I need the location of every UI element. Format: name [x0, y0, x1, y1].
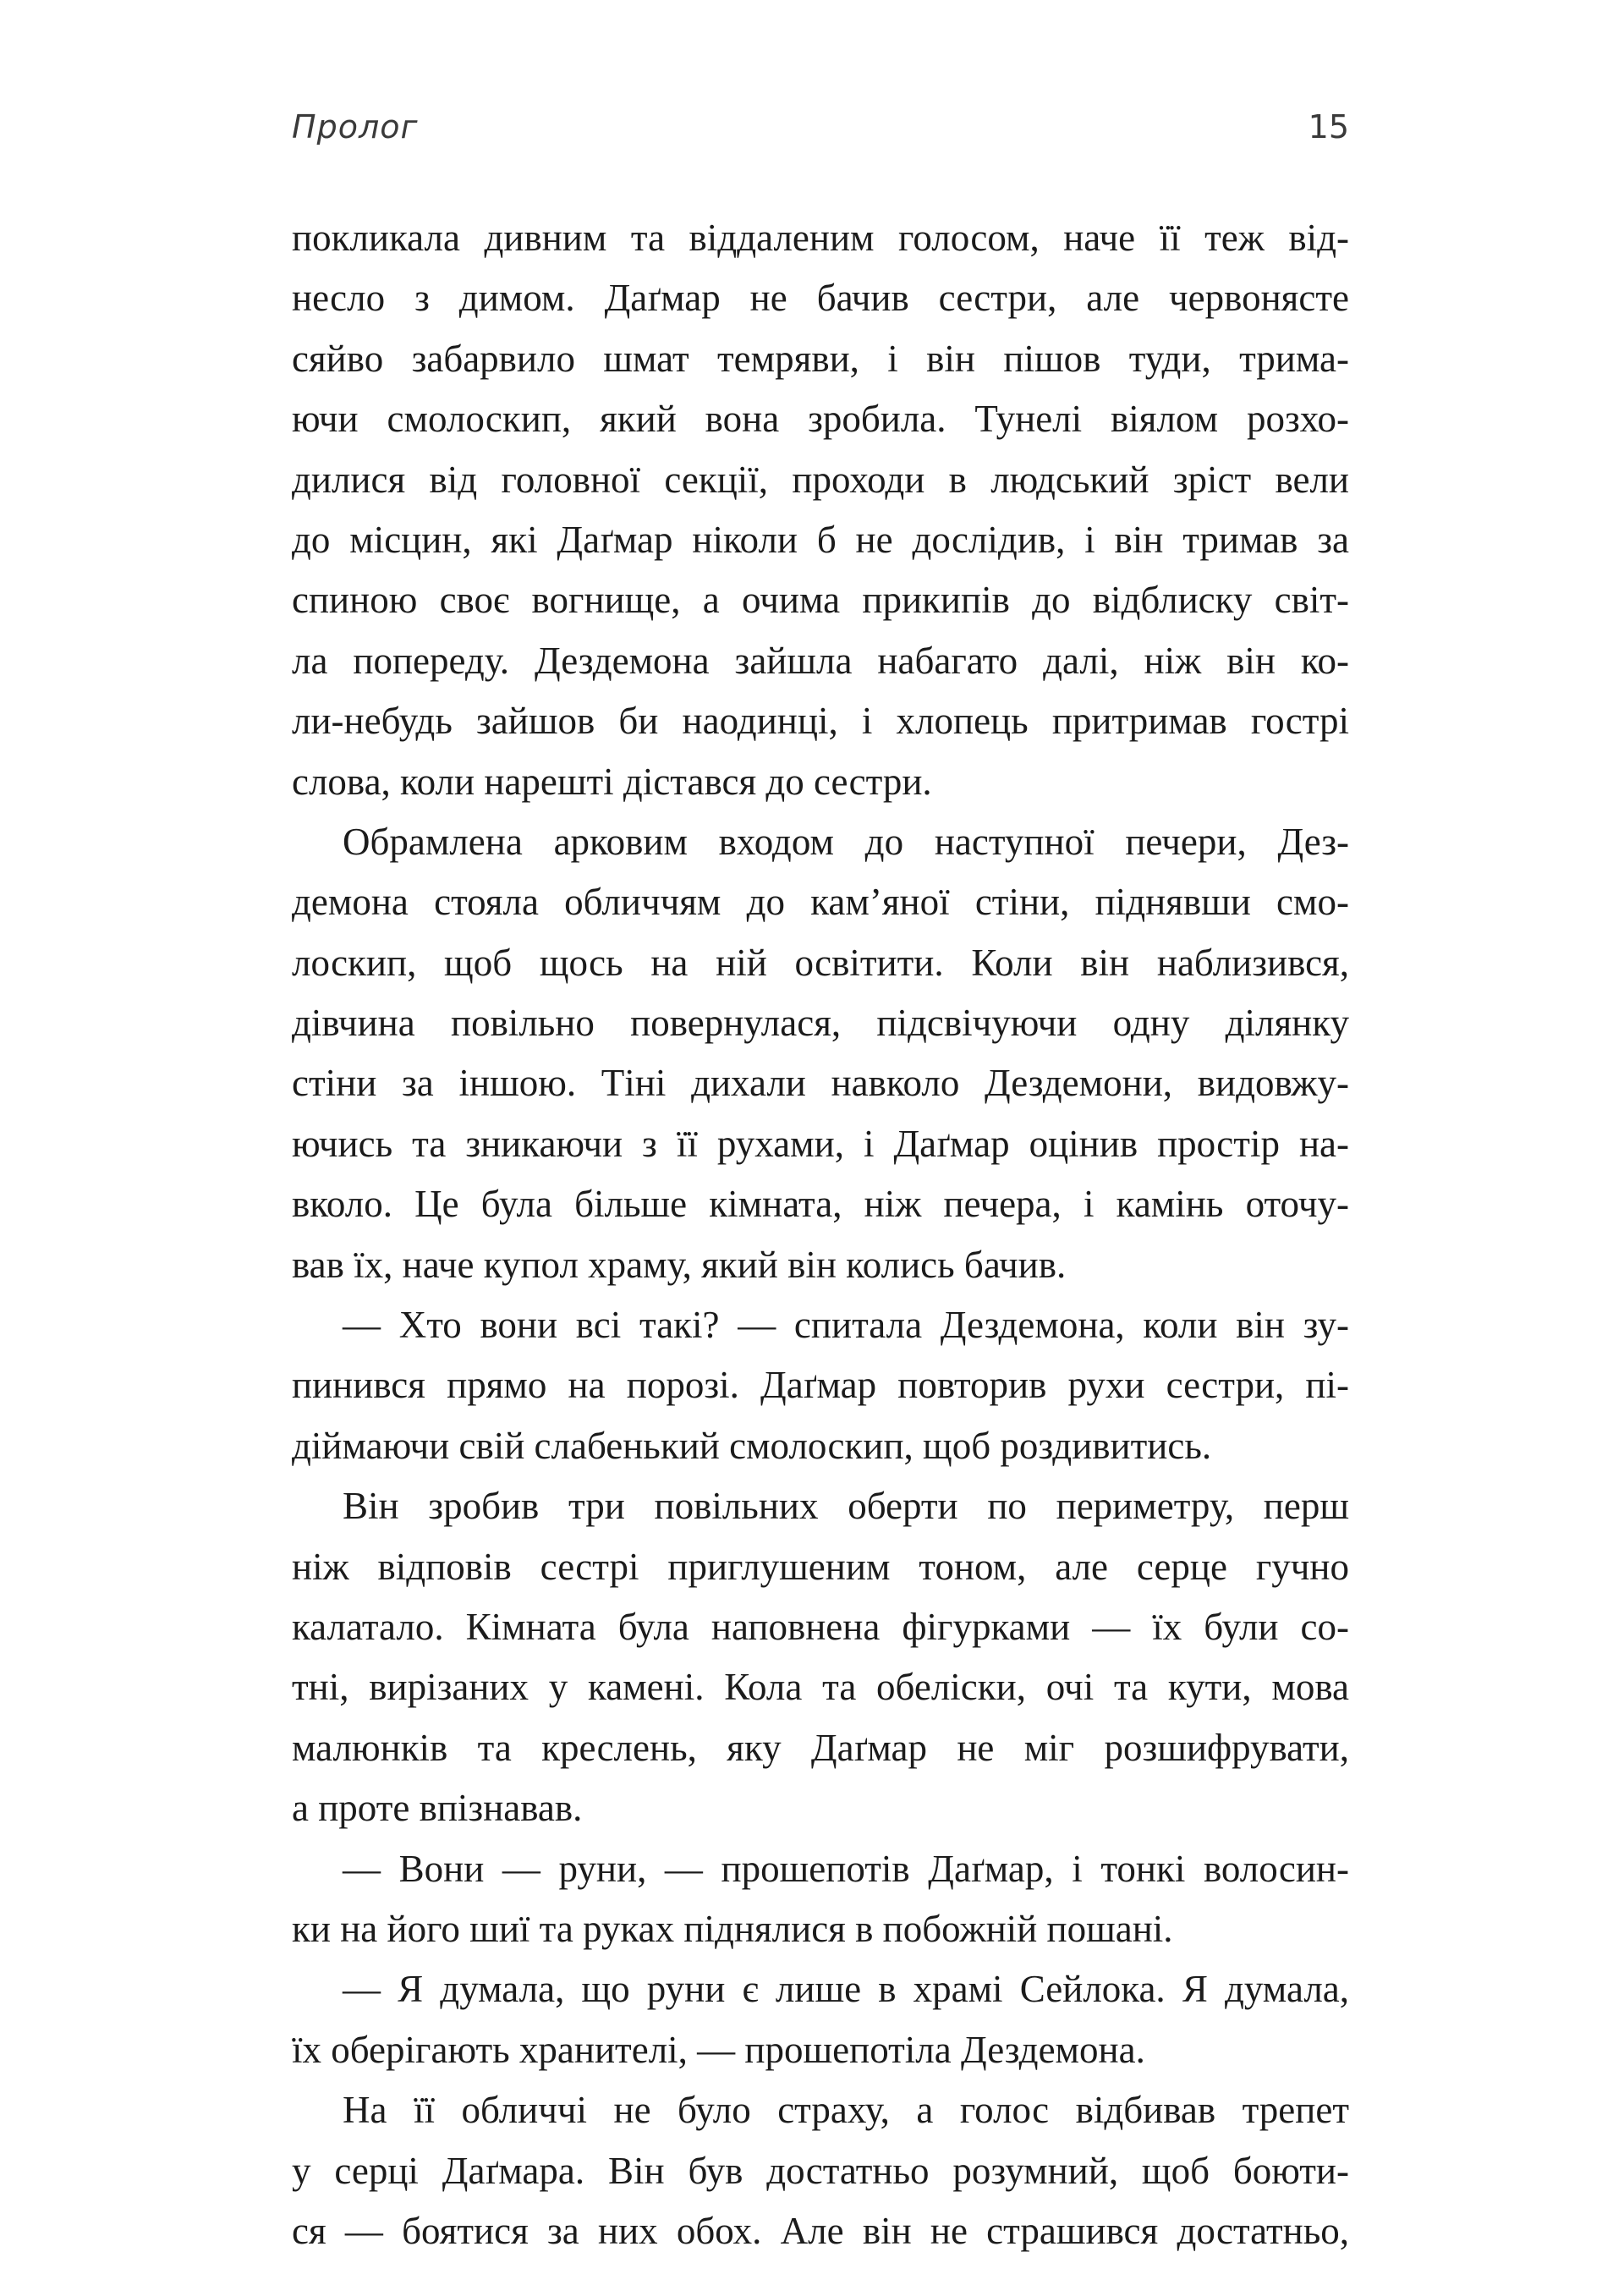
text-line: спиною своє вогнище, а очима прикипів до відблиску світ- — [292, 579, 1349, 622]
text-line: ли-небудь зайшов би наодинці, і хлопець притримав гострі — [292, 700, 1349, 743]
text-line: калатало. Кімната була наповнена фігурками — їх були со- — [292, 1605, 1349, 1648]
text-line: пинився прямо на порозі. Даґмар повторив рухи сестри, пі- — [292, 1364, 1349, 1407]
text-line: ніж відповів сестрі приглушеним тоном, але серце гучно — [292, 1545, 1349, 1588]
text-line: — Хто вони всі такі? — спитала Дездемона, коли він зу- — [343, 1304, 1349, 1347]
text-line: у серці Даґмара. Він був достатньо розумний, щоб боюти- — [292, 2149, 1349, 2192]
text-line: сяйво забарвило шмат темряви, і він пішов туди, трима- — [292, 337, 1349, 380]
text-line: Обрамлена арковим входом до наступної печери, Дез- — [343, 820, 1349, 863]
text-line: ки на його шиї та руках піднялися в побожній пошані. — [292, 1907, 1173, 1950]
text-line: слова, коли нарешті дістався до сестри. — [292, 760, 932, 803]
paragraph — [292, 1839, 1349, 1960]
running-title: Пролог — [292, 108, 419, 146]
text-line: а проте впізнавав. — [292, 1787, 583, 1830]
text-line: — Я думала, що руни є лише в храмі Сейлока. Я думала, — [343, 1968, 1349, 2011]
text-line: дiймаючи свій слабенький смолоскип, щоб роздивитись. — [292, 1424, 1212, 1467]
page-number: 15 — [1308, 108, 1349, 146]
text-line: несло з димом. Даґмар не бачив сестри, але червонясте — [292, 277, 1349, 320]
text-line: ся — боятися за них обох. Але він не страшився достатньо, — [292, 2209, 1349, 2252]
text-line: вав їх, наче купол храму, який він колись бачив. — [292, 1243, 1067, 1286]
text-line: лоскип, щоб щось на ній освітити. Коли він наблизився, — [292, 941, 1349, 984]
paragraph — [292, 1959, 1349, 2080]
text-line: тні, вирізаних у камені. Кола та обеліски, очі та кути, мова — [292, 1666, 1349, 1709]
text-line: до місцин, які Даґмар ніколи б не дослідив, і він тримав за — [292, 518, 1349, 561]
text-line: ла попереду. Дездемона зайшла набагато далі, ніж він ко- — [292, 639, 1349, 682]
text-line: На її обличчі не було страху, а голос відбивав трепет — [343, 2089, 1349, 2132]
text-line: стіни за іншою. Тіні дихали навколо Дездемони, видовжу- — [292, 1062, 1349, 1105]
text-line: вколо. Це була більше кімната, ніж печера, і камінь оточу- — [292, 1183, 1349, 1226]
text-line: дівчина повільно повернулася, підсвічуючи одну ділянку — [292, 1002, 1349, 1045]
text-line: ючись та зникаючи з її рухами, і Даґмар оцінив простір на- — [292, 1122, 1349, 1165]
text-line: їх оберігають хранителі, — прошепотіла Дездемона. — [292, 2028, 1145, 2071]
text-line: — Вони — руни, — прошепотів Даґмар, і тонкі волосин- — [343, 1847, 1349, 1890]
text-line: малюнків та креслень, яку Даґмар не міг розшифрувати, — [292, 1726, 1349, 1769]
text-line: дилися від головної секції, проходи в людський зріст вели — [292, 458, 1349, 501]
paragraph — [292, 1476, 1349, 1838]
paragraph — [292, 208, 1349, 812]
text-line: покликала дивним та віддаленим голосом, наче її теж від- — [292, 217, 1349, 259]
text-line: Він зробив три повільних оберти по периметру, перш — [343, 1485, 1349, 1528]
body-text — [292, 208, 1349, 2261]
paragraph — [292, 1295, 1349, 1476]
paragraph — [292, 812, 1349, 1295]
text-line: демона стояла обличчям до кам’яної стіни, піднявши смо- — [292, 881, 1349, 924]
paragraph — [292, 2080, 1349, 2261]
text-line: ючи смолоскип, який вона зробила. Тунелі віялом розхо- — [292, 398, 1349, 441]
